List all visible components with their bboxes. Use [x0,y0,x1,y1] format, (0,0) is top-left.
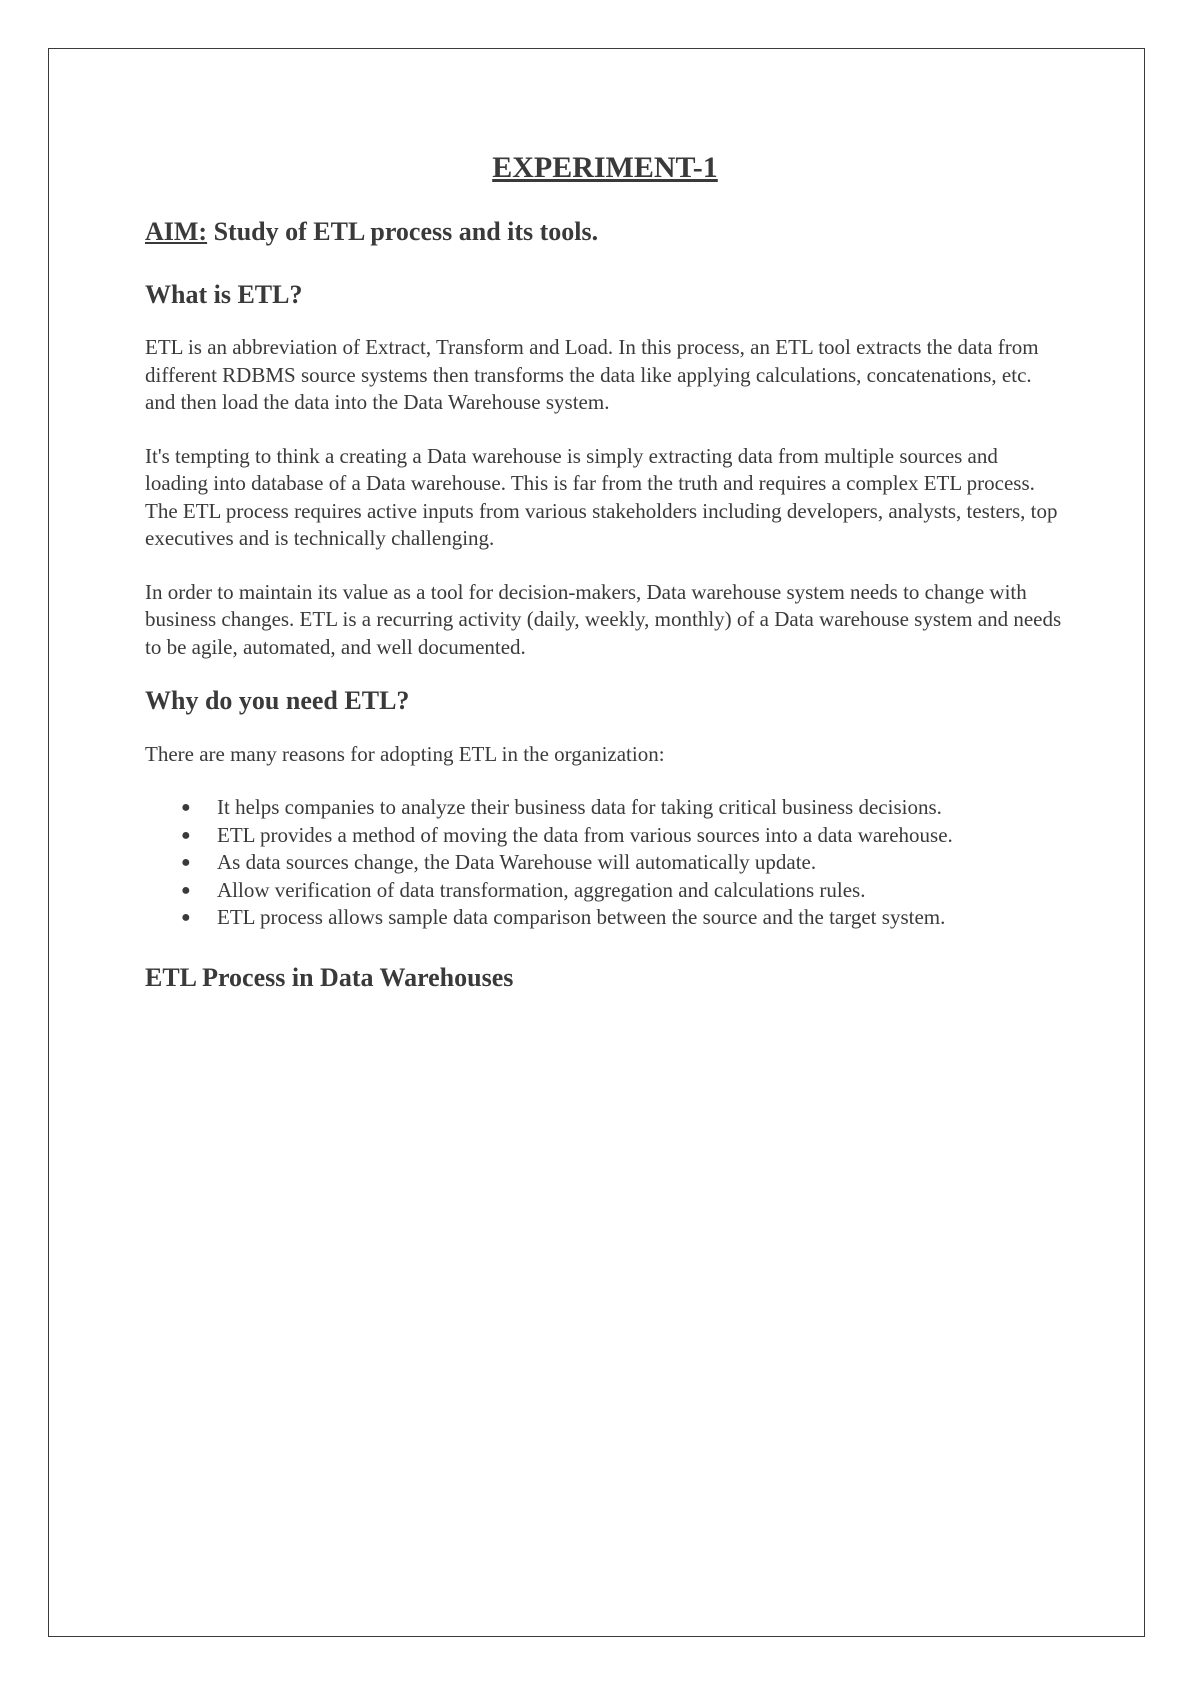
aim-line [145,216,1065,247]
paragraph-etl-recurring: In order to maintain its value as a tool for decision-makers, Data warehouse system needs to change with business changes. ETL is a recurring activity (daily, weekly, monthly) of a Data warehouse system and needs to be agile, automated, and well documented. [145,579,1062,659]
paragraph-etl-definition: ETL is an abbreviation of Extract, Transform and Load. In this process, an ETL tool extracts the data from different RDBMS source systems then transforms the data like applying calculations, concatenations, etc. and then load the data into the Data Warehouse system. [145,335,1039,415]
section-heading-what-is-etl: What is ETL? [145,280,303,310]
paragraph-reasons-intro: There are many reasons for adopting ETL in the organization: [145,741,665,766]
bullet-icon: ● [181,854,191,872]
document-body [145,150,1065,1017]
paragraph-etl-complexity: It's tempting to think a creating a Data warehouse is simply extracting data from multiple sources and loading into database of a Data warehouse. This is far from the truth and requires a complex ETL process. The ETL process requires active inputs from various stakeholders including developers, analysts, testers, top executives and is technically challenging. [145,443,1058,551]
reasons-list [145,794,1065,932]
list-item [145,794,1065,822]
section-heading-etl-process: ETL Process in Data Warehouses [145,962,514,992]
page-title: EXPERIMENT-1 [492,151,718,184]
bullet-icon: ● [181,909,191,927]
bullet-icon: ● [181,881,191,899]
list-item-text: Allow verification of data transformation, aggregation and calculations rules. [217,877,866,902]
aim-text: Study of ETL process and its tools. [207,217,599,246]
aim-label: AIM: [145,217,208,246]
list-item-text: It helps companies to analyze their business data for taking critical business decisions. [217,795,942,820]
list-item-text: ETL provides a method of moving the data from various sources into a data warehouse. [217,822,953,847]
bullet-icon: ● [181,826,191,844]
list-item [145,849,1065,877]
list-item [145,877,1065,905]
section-heading-why-etl: Why do you need ETL? [145,686,410,716]
list-item [145,822,1065,850]
list-item [145,904,1065,932]
list-item-text: ETL process allows sample data comparison between the source and the target system. [217,905,946,930]
bullet-icon: ● [181,799,191,817]
list-item-text: As data sources change, the Data Warehouse will automatically update. [217,850,817,875]
